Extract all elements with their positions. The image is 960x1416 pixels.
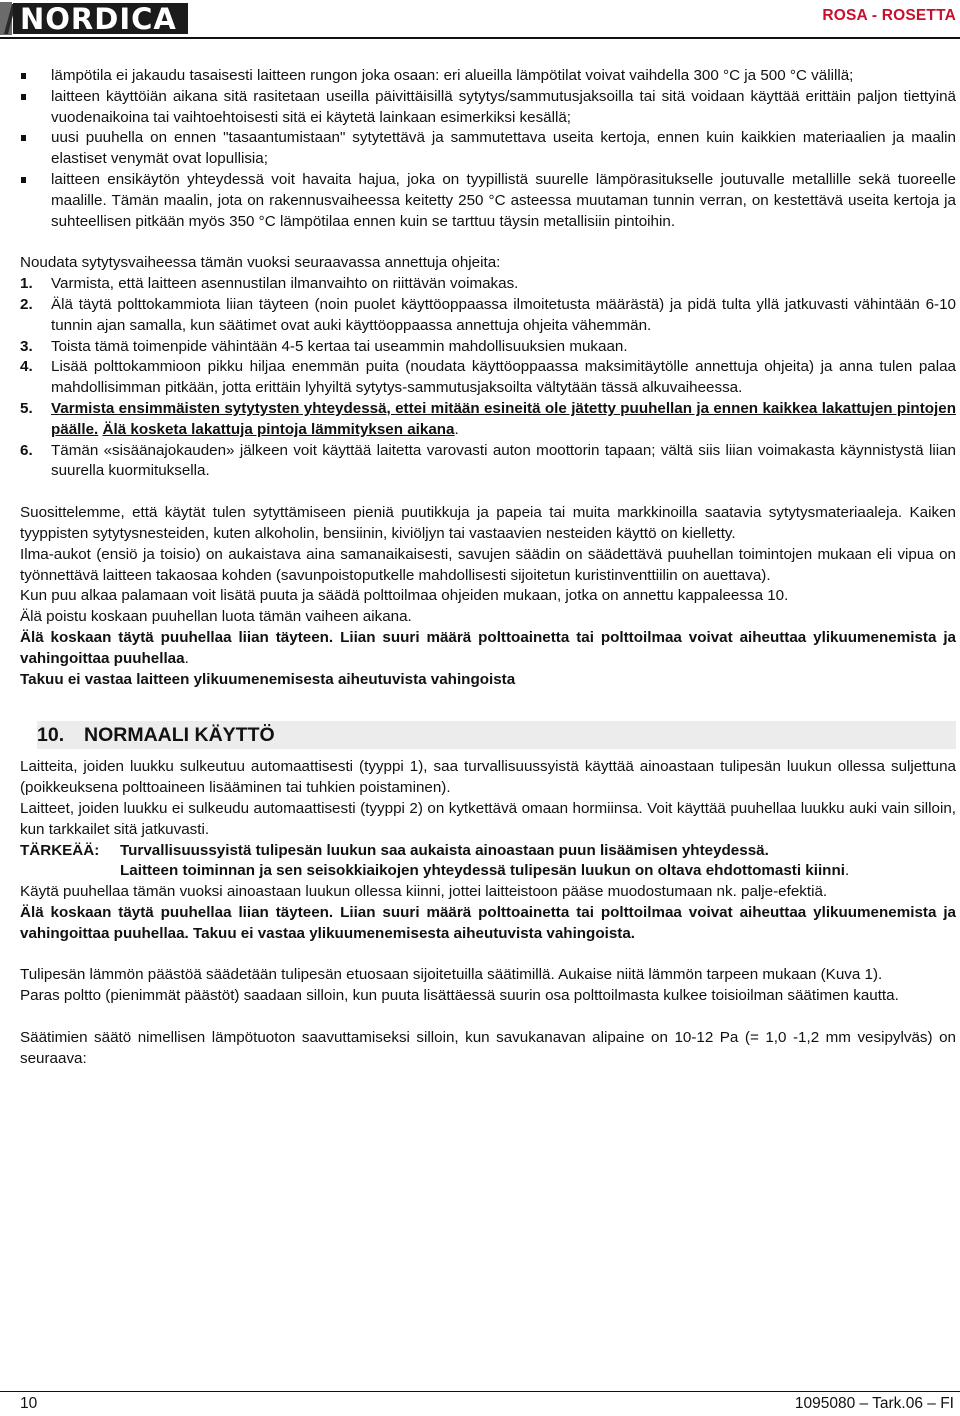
step-item <box>20 357 956 399</box>
step-text: Toista tämä toimenpide vähintään 4-5 kertaa tai useammin mahdollisuuksien mukaan. <box>51 337 628 355</box>
spacer <box>20 232 956 253</box>
step-text: Tämän «sisäänajokauden» jälkeen voit käyttää laitetta varovasti auton moottorin tapaan; vältä siis liian voimakasta käynnistystä liian suurella kuormituksella. <box>51 441 956 480</box>
header-rule <box>0 37 960 39</box>
paragraph: Tulipesän lämmön päästöä säädetään tulipesän etuosaan sijoitetuilla säätimillä. Aukaise niitä lämmön tarpeen mukaan (Kuva 1). <box>20 966 883 984</box>
step-text: Varmista, että laitteen asennustilan ilmanvaihto on riittävän voimakas. <box>51 275 519 293</box>
bullet-item: laitteen ensikäytön yhteydessä voit havaita hajua, joka on tyypillistä suurelle lämpörasitukselle joutuvalle metallille sekä tuoreelle maalille. Tämän maalin, jota on rakennusvaiheessa keitetty 250 °C asteessa muutaman tunnin verran, on kestettävä useita kertoja ja suhteellisen pitkään myös 350 °C lämpötilaa ennen kuin se tarttuu täysin metallisiin pintoihin. <box>20 170 956 232</box>
svg-text:NORDICA: NORDICA <box>20 2 177 36</box>
spacer <box>20 749 956 757</box>
warning-paragraph <box>20 628 956 670</box>
paragraph: Älä poistu koskaan puuhellan luota tämän vaiheen aikana. <box>20 608 412 626</box>
important-body <box>120 841 956 883</box>
important-end: . <box>844 862 850 880</box>
important-line: Turvallisuussyistä tulipesän luukun saa aukaista ainoastaan puun lisäämisen yhteydessä. <box>120 841 769 859</box>
section-heading <box>37 721 956 749</box>
nordica-logo <box>0 0 190 37</box>
page-number: 10 <box>20 1395 38 1412</box>
step-number: 5. <box>20 399 33 417</box>
spacer <box>20 690 956 721</box>
paragraph: Suosittelemme, että käytät tulen sytyttämiseen pieniä puutikkuja ja papeia tai muita markkinoilla saatavia sytytysmateriaaleja. Kaiken tyyppisten sytytysnesteiden, kuten alkoholin, bensiinin, kiviöljyn tai vastaavien nesteiden käyttö on kielletty. <box>20 504 956 542</box>
warning-paragraph: Älä koskaan täytä puuhellaa liian täyteen. Liian suuri määrä polttoainetta tai polttoilmaa voivat aiheuttaa ylikuumenemista ja vahingoittaa puuhellaa. Takuu ei vastaa ylikuumenemisesta aiheutuvista vahingoista. <box>20 903 956 942</box>
step-item <box>20 274 956 295</box>
warning-end: . <box>184 649 189 667</box>
paragraph: Ilma-aukot (ensiö ja toisio) on aukaistava aina samanaikaisesti, savujen säädin on säädettävä puuhellan toimintojen mukaan eli vipua on työnnettävä laitteen takaosaa kohden (savunpoistoputkelle mahdollisesti sijoitetun kuristinventtiilin on auettava). <box>20 545 956 584</box>
section-title: NORMAALI KÄYTTÖ <box>84 724 275 747</box>
footer-rule <box>0 1391 960 1392</box>
paragraph: Käytä puuhellaa tämän vuoksi ainoastaan luukun ollessa kiinni, jottei laitteistoon pääse muodostumaan nk. palje-efektiä. <box>20 883 828 901</box>
important-notice <box>20 841 956 883</box>
step-warning-underlined: Varmista ensimmäisten sytytysten yhteydessä, ettei mitään esineitä ole jätetty puuhellan ja ennen kaikkea lakattujen pintojen päälle. <box>51 399 956 438</box>
step-text-end: . <box>454 420 459 438</box>
document-code: 1095080 – Tark.06 – FI <box>794 1395 954 1412</box>
step-number: 2. <box>20 295 33 313</box>
step-item <box>20 337 956 358</box>
document-label: ROSA - ROSETTA <box>822 7 956 24</box>
bullet-item: uusi puuhella on ennen "tasaantumistaan" sytytettävä ja sammutettava useita kertoja, ennen kuin kaikkien materiaalien ja maalin elastiset venymät ovat lopullisia; <box>20 128 956 170</box>
bullet-item: laitteen käyttöiän aikana sitä rasitetaan useilla päivittäisillä sytytys/sammutusjaksoilla tai sitä voidaan käyttää erittäin paljon tiettyinä vuodenaikoina tai vaihtoehtoisesti sitä ei käytetä lainkaan esimerkiksi kesällä; <box>20 87 956 129</box>
spacer <box>20 1007 956 1028</box>
important-label: TÄRKEÄÄ: <box>20 841 100 859</box>
page-header <box>0 0 960 40</box>
page-content <box>20 66 956 1070</box>
paragraph: Säätimien säätö nimellisen lämpötuoton saavuttamiseksi silloin, kun savukanavan alipaine on 10-12 Pa (= 1,0 -1,2 mm vesipylväs) on seuraava: <box>20 1029 956 1067</box>
important-line: Laitteen toiminnan ja sen seisokkiaikojen yhteydessä tulipesän luukun on oltava ehdottomasti kiinni <box>120 862 845 880</box>
step-item <box>20 295 956 337</box>
step-item <box>20 441 956 483</box>
spacer <box>20 944 956 965</box>
steps-intro: Noudata sytytysvaiheessa tämän vuoksi seuraavassa annettuja ohjeita: <box>20 254 501 272</box>
step-number: 1. <box>20 275 33 293</box>
step-number: 6. <box>20 441 33 459</box>
step-text: Älä täytä polttokammiota liian täyteen (noin puolet käyttöoppaassa ilmoitetusta määrästä) ja pidä tulta yllä jatkuvasti vähintään 6-10 tunnin ajan samalla, kun säätimet ovat auki käyttöoppaassa annettuja ohjeita vähemmän. <box>51 295 956 334</box>
paragraph: Paras poltto (pienimmät päästöt) saadaan silloin, kun puuta lisättäessä suurin osa polttoilmasta kulkee toisioilman säätimen kautta. <box>20 987 899 1005</box>
step-number: 4. <box>20 358 33 376</box>
section-number: 10. <box>37 724 65 747</box>
step-text: Lisää polttokammioon pikku hiljaa enemmän puita (noudata käyttöoppaassa maksimitäytölle annettuja ohjeita) ja anna tulen palaa mahdollisimman pitkään, jotta erittäin lyhyiltä sytytys-sammutusjaksoilta vältytään tässä alkuvaiheessa. <box>51 358 956 397</box>
paragraph: Laitteita, joiden luukku sulkeutuu automaattisesti (tyyppi 1), saa turvallisuussyistä käyttää ainoastaan tulipesän luukun ollessa suljettuna (poikkeuksena polttoaineen lisääminen tai tuhkien poistaminen). <box>20 758 956 797</box>
bullet-item: lämpötila ei jakaudu tasaisesti laitteen rungon joka osaan: eri alueilla lämpötilat voivat vaihdella 300 °C ja 500 °C välillä; <box>20 66 956 87</box>
step-item <box>20 399 956 441</box>
step-warning-underlined: Älä kosketa lakattuja pintoja lämmityksen aikana <box>102 420 455 438</box>
warning-text: Älä koskaan täytä puuhellaa liian täyteen. Liian suuri määrä polttoainetta tai polttoilmaa voivat aiheuttaa ylikuumenemista ja vahingoittaa puuhellaa <box>20 628 956 667</box>
warranty-note: Takuu ei vastaa laitteen ylikuumenemisesta aiheutuvista vahingoista <box>20 670 516 688</box>
paragraph: Laitteet, joiden luukku ei sulkeudu automaattisesti (tyyppi 2) on kytkettävä omaan hormiinsa. Voit käyttää puuhellaa luukku auki vain silloin, kun tarkkailet sitä jatkuvasti. <box>20 799 956 838</box>
paragraph: Kun puu alkaa palamaan voit lisätä puuta ja säädä polttoilmaa ohjeiden mukaan, jotka on annettu kappaleessa 10. <box>20 587 789 605</box>
bullet-list <box>20 66 956 232</box>
step-number: 3. <box>20 337 33 355</box>
numbered-steps <box>20 274 956 482</box>
spacer <box>20 482 956 503</box>
